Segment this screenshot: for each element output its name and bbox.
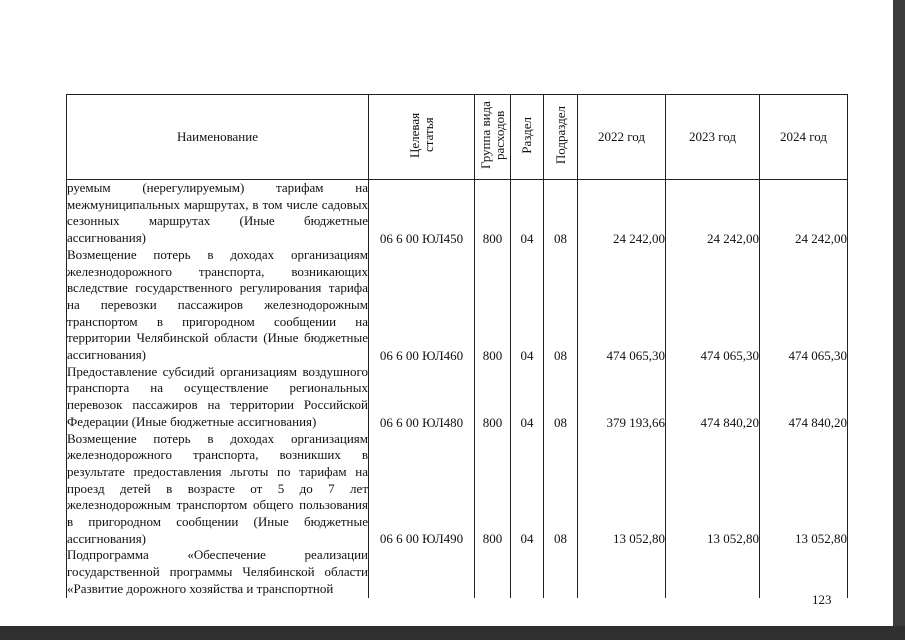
row-amount-2023: 474 840,20 <box>666 364 760 431</box>
row-target-article: 06 6 00 ЮЛ460 <box>369 247 475 364</box>
row-name: Возмещение потерь в доходах организациям железнодорожного транспорта, возникающих вследствие государственного регулирования тарифа на перевозки пассажиров железнодорожным транспортом в пригородном сообщении на территории Челябинской области (Иные бюджетные ассигнования) <box>67 246 368 363</box>
row-subsection: 08 <box>544 364 578 431</box>
scan-edge-right <box>893 0 905 640</box>
row-subsection: 08 <box>544 247 578 364</box>
empty-cell <box>760 547 848 597</box>
empty-cell <box>511 547 544 597</box>
row-section: 04 <box>511 180 544 247</box>
header-expense-group: Группа вида расходов <box>475 95 511 180</box>
row-name: Предоставление субсидий организациям воздушного транспорта на осуществление региональных перевозок пассажиров на территории Российской Федерации (Иные бюджетные ассигнования) <box>67 363 368 429</box>
table-row-continued <box>67 547 848 597</box>
empty-cell <box>578 547 666 597</box>
header-name: Наименование <box>67 95 369 180</box>
row-section: 04 <box>511 364 544 431</box>
row-target-article: 06 6 00 ЮЛ450 <box>369 180 475 247</box>
row-amount-2023: 24 242,00 <box>666 180 760 247</box>
row-expense-group: 800 <box>475 180 511 247</box>
row-amount-2024: 474 840,20 <box>760 364 848 431</box>
header-section: Раздел <box>511 95 544 180</box>
row-amount-2024: 24 242,00 <box>760 180 848 247</box>
row-name: Возмещение потерь в доходах организациям железнодорожного транспорта, возникших в результате предоставления льготы по тарифам на проезд детей в возрасте от 5 до 7 лет железнодорожным транспортом общего пользования в пригородном сообщении (Иные бюджетные ассигнования) <box>67 430 368 546</box>
header-2022: 2022 год <box>578 95 666 180</box>
header-subsection: Подраздел <box>544 95 578 180</box>
empty-cell <box>475 547 511 597</box>
row-expense-group: 800 <box>475 364 511 431</box>
table-row <box>67 247 848 364</box>
row-target-article: 06 6 00 ЮЛ490 <box>369 431 475 548</box>
row-amount-2024: 13 052,80 <box>760 431 848 548</box>
row-amount-2022: 379 193,66 <box>578 364 666 431</box>
row-target-article: 06 6 00 ЮЛ480 <box>369 364 475 431</box>
row-amount-2023: 474 065,30 <box>666 247 760 364</box>
row-amount-2022: 24 242,00 <box>578 180 666 247</box>
table-row <box>67 180 848 247</box>
row-amount-2023: 13 052,80 <box>666 431 760 548</box>
table-row <box>67 431 848 548</box>
row-section: 04 <box>511 431 544 548</box>
row-amount-2022: 13 052,80 <box>578 431 666 548</box>
header-2024: 2024 год <box>760 95 848 180</box>
empty-cell <box>369 547 475 597</box>
empty-cell <box>666 547 760 597</box>
row-subsection: 08 <box>544 431 578 548</box>
header-2023: 2023 год <box>666 95 760 180</box>
row-name-continued: Подпрограмма «Обеспечение реализации государственной программы Челябинской области «Развитие дорожного хозяйства и транспортной <box>67 547 368 596</box>
row-subsection: 08 <box>544 180 578 247</box>
budget-table <box>66 94 848 598</box>
row-amount-2022: 474 065,30 <box>578 247 666 364</box>
page-number: 123 <box>812 592 832 607</box>
row-name: руемым (нерегулируемым) тарифам на межмуниципальных маршрутах, в том числе садовых сезонных маршрутах (Иные бюджетные ассигнования) <box>67 180 368 246</box>
scan-edge-bottom <box>0 626 905 640</box>
row-expense-group: 800 <box>475 247 511 364</box>
empty-cell <box>544 547 578 597</box>
table-row <box>67 364 848 431</box>
header-target-article: Целевая статья <box>369 95 475 180</box>
row-amount-2024: 474 065,30 <box>760 247 848 364</box>
row-expense-group: 800 <box>475 431 511 548</box>
table-header-row <box>67 95 848 180</box>
row-section: 04 <box>511 247 544 364</box>
